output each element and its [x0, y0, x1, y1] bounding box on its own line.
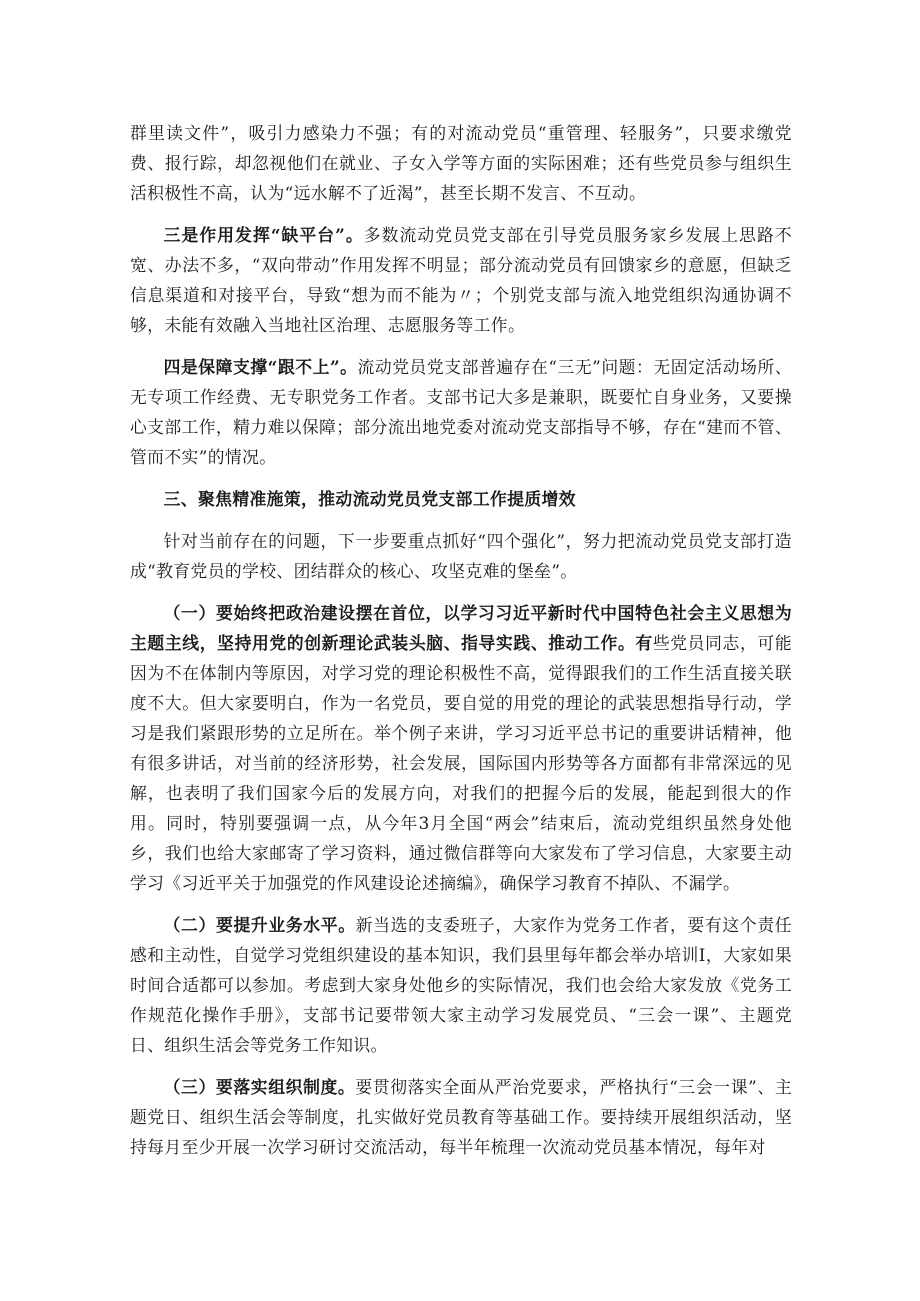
paragraph-text: 些党员同志，可能因为不在体制内等原因，对学习党的理论积极性不高，觉得跟我们的工作生活直接关联度不大。但大家要明白，作为一名党员，要自觉的用党的理论的武装思想指导行动，学习是我们紧跟形势的立足所在。举个例子来讲，学习习近平总书记的重要讲话精神，他有很多讲话，对当前的经济形势，社会发展，国际国内形势等各方面都有非常深远的见解，也表明了我们国家今后的发展方向，对我们的把握今后的发展，能起到很大的作用。同时，特别要强调一点，从今年3月全国“两会”结束后，流动党组织虽然身处他乡，我们也给大家邮寄了学习资料，通过微信群等向大家发布了学习信息，大家要主动学习《习近平关于加强党的作风建设论述摘编》，确保学习教育不掉队、不漏学。	[130, 633, 792, 893]
document-body	[130, 118, 792, 1174]
paragraph-item-two	[130, 910, 792, 1060]
paragraph-intro	[130, 526, 792, 586]
paragraph-lead: （二）要提升业务水平。	[163, 915, 356, 935]
paragraph-lead: 四是保障支撑“跟不上”。	[163, 357, 358, 377]
paragraph-point-four	[130, 352, 792, 472]
paragraph-lead: （一）要始终把政治建设摆在首位，以学习习近平新时代中国特色社会主义思想为主题主线，坚持用党的创新理论武装头脑、指导实践、推动工作。有	[130, 603, 792, 653]
paragraph-text: 新当选的支委班子，大家作为党务工作者，要有这个责任感和主动性，自觉学习党组织建设的基本知识，我们县里每年都会举办培训I，大家如果时间合适都可以参加。考虑到大家身处他乡的实际情况，我们也会给大家发放《党务工作规范化操作手册》，支部书记要带领大家主动学习发展党员、“三会一课”、主题党日、组织生活会等党务工作知识。	[130, 915, 792, 1055]
section-heading-text: 三、聚焦精准施策，推动流动党员党支部工作提质增效	[163, 489, 576, 509]
paragraph-text: 多数流动党员党支部在引导党员服务家乡发展上思路不宽、办法不多，“双向带动”作用发挥不明显；部分流动党员有回馈家乡的意愿，但缺乏信息渠道和对接平台，导致“想为而不能为〃；个别党支部与流入地党组织沟通协调不够，未能有效融入当地社区治理、志愿服务等工作。	[130, 225, 793, 335]
paragraph-lead: 三是作用发挥“缺平台”。	[163, 225, 364, 245]
paragraph-text: 针对当前存在的问题，下一步要重点抓好“四个强化”，努力把流动党员党支部打造成“教育党员的学校、团结群众的核心、攻坚克难的堡垒”。	[130, 531, 792, 581]
paragraph-point-three	[130, 220, 792, 340]
paragraph-item-three	[130, 1072, 792, 1162]
paragraph-text: 要贯彻落实全面从严治党要求，严格执行“三会一课”、主题党日、组织生活会等制度，扎实做好党员教育等基础工作。要持续开展组织活动，坚持每月至少开展一次学习研讨交流活动，每半年梳理一次流动党员基本情况，每年对	[130, 1077, 793, 1157]
paragraph-item-one	[130, 598, 792, 898]
paragraph-lead: （三）要落实组织制度。	[163, 1077, 356, 1097]
paragraph-text: 流动党员党支部普遍存在“三无”问题：无固定活动场所、无专项工作经费、无专职党务工作者。支部书记大多是兼职，既要忙自身业务，又要操心支部工作，精力难以保障；部分流出地党委对流动党支部指导不够，存在“建而不管、管而不实”的情况。	[130, 357, 792, 467]
paragraph-text: 群里读文件”，吸引力感染力不强；有的对流动党员“重管理、轻服务”，只要求缴党费、报行踪，却忽视他们在就业、子女入学等方面的实际困难；还有些党员参与组织生活积极性不高，认为“远水解不了近渴”，甚至长期不发言、不互动。	[130, 123, 792, 203]
paragraph-continued	[130, 118, 792, 208]
section-heading	[130, 484, 792, 514]
